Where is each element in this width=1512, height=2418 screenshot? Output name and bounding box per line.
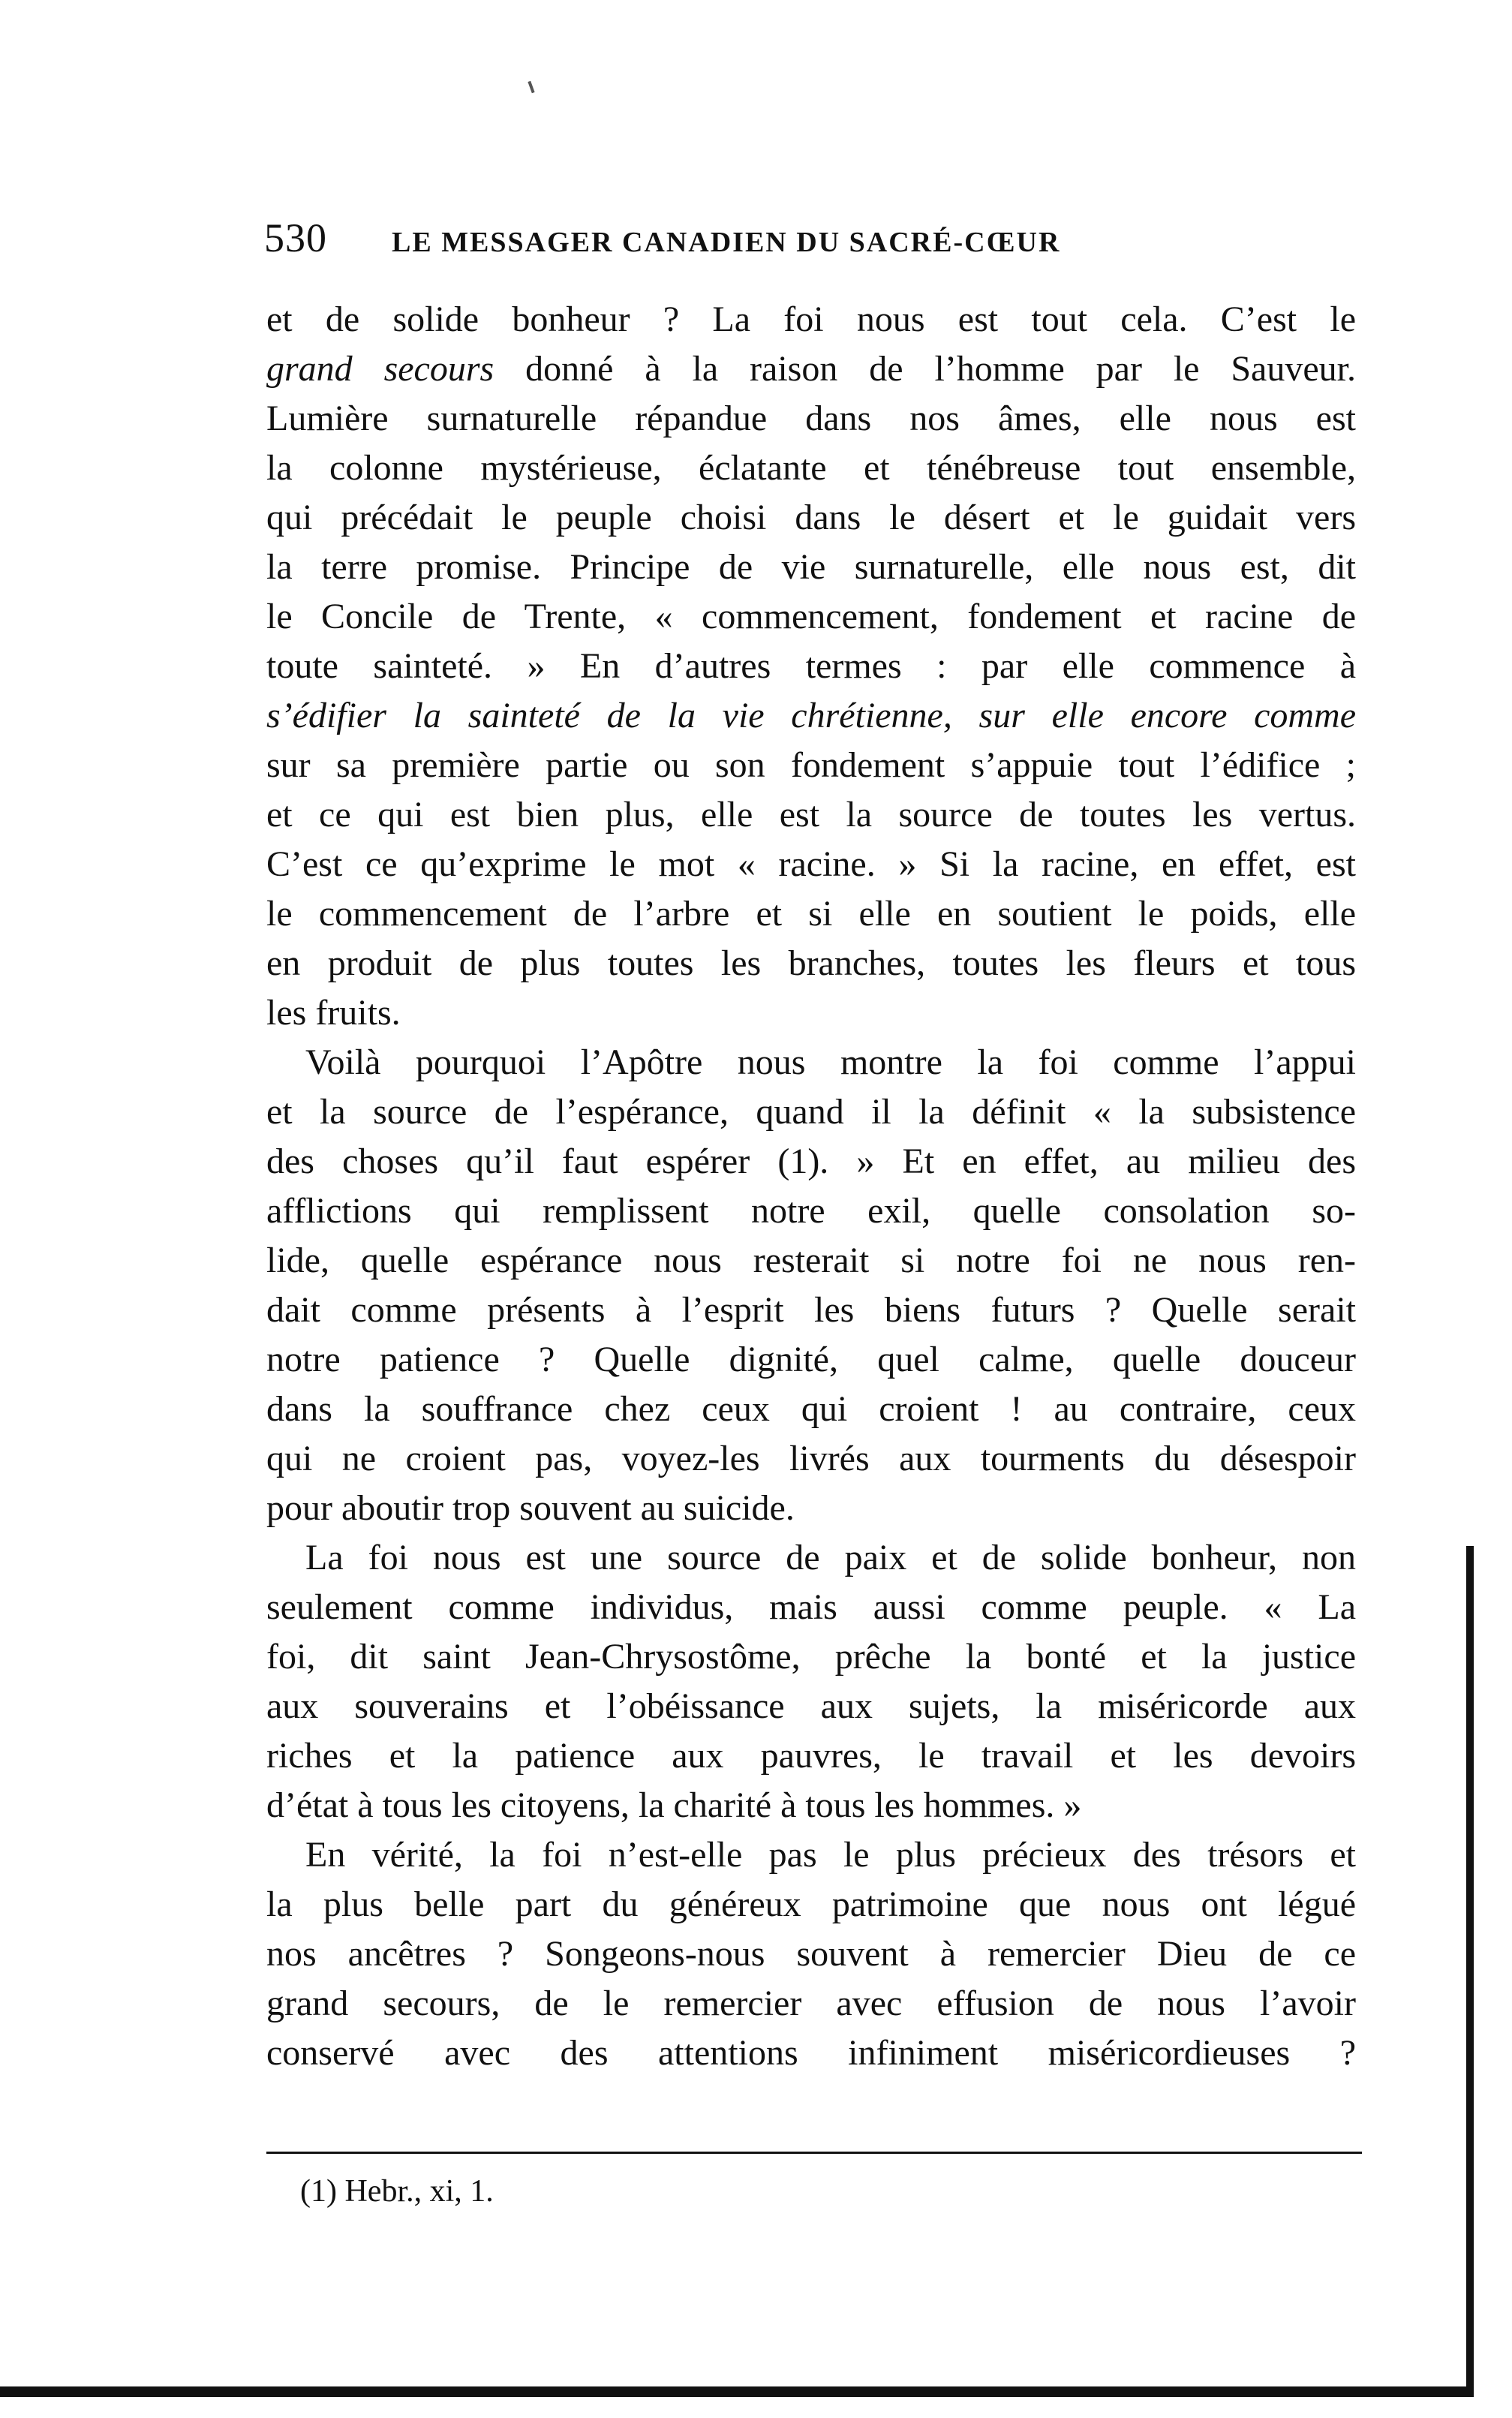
scan-border-bottom	[0, 2386, 1474, 2397]
text-line: En vérité, la foi n’est-elle pas le plus précieux des trésors et	[305, 1835, 1356, 1875]
text-line	[266, 691, 1356, 741]
scan-border-right	[1466, 1546, 1474, 2394]
text-line: nos ancêtres ? Songeons-nous souvent à remercier Dieu de ce	[266, 1934, 1356, 1974]
text-line: conservé avec des attentions infiniment miséricordieuses ?	[266, 2033, 1356, 2073]
text-line: afflictions qui remplissent notre exil, quelle consolation so-	[266, 1191, 1356, 1231]
text-line: la colonne mystérieuse, éclatante et ténébreuse tout ensemble,	[266, 448, 1356, 488]
text-line: riches et la patience aux pauvres, le travail et les devoirs	[266, 1736, 1356, 1776]
text-line: des choses qu’il faut espérer (1). » Et en effet, au milieu des	[266, 1141, 1356, 1181]
footnote: (1) Hebr., xi, 1.	[300, 2174, 494, 2209]
text-line: dans la souffrance chez ceux qui croient ! au contraire, ceux	[266, 1389, 1356, 1429]
text-line: le Concile de Trente, « commencement, fondement et racine de	[266, 597, 1356, 636]
text-line: et de solide bonheur ? La foi nous est tout cela. C’est le	[266, 299, 1356, 339]
footnote-divider	[266, 2152, 1362, 2154]
text-line: foi, dit saint Jean-Chrysostôme, prêche la bonté et la justice	[266, 1637, 1356, 1677]
text-line: en produit de plus toutes les branches, toutes les fleurs et tous	[266, 943, 1356, 983]
running-title: LE MESSAGER CANADIEN DU SACRÉ-CŒUR	[392, 227, 1061, 258]
scan-speck	[528, 81, 534, 93]
text-line: notre patience ? Quelle dignité, quel calme, quelle douceur	[266, 1340, 1356, 1379]
italic-phrase: grand secours	[266, 349, 494, 389]
text-line: les fruits.	[266, 993, 401, 1033]
text-line: La foi nous est une source de paix et de solide bonheur, non	[305, 1538, 1356, 1577]
text-line: seulement comme individus, mais aussi comme peuple. « La	[266, 1587, 1356, 1627]
text-line: toute sainteté. » En d’autres termes : par elle commence à	[266, 646, 1356, 686]
text-line: la plus belle part du généreux patrimoine que nous ont légué	[266, 1884, 1356, 1924]
italic-phrase: s’édifier la sainteté de la vie chrétienne, sur elle encore comme	[266, 696, 1356, 735]
text-line: grand secours, de le remercier avec effusion de nous l’avoir	[266, 1983, 1356, 2023]
text-line: pour aboutir trop souvent au suicide.	[266, 1488, 795, 1528]
page-number: 530	[264, 215, 327, 260]
body-text	[266, 295, 1356, 2078]
line-remainder: donné à la raison de l’homme par le Sauveur.	[494, 349, 1357, 389]
text-line: et ce qui est bien plus, elle est la source de toutes les vertus.	[266, 795, 1356, 835]
text-line: la terre promise. Principe de vie surnaturelle, elle nous est, dit	[266, 547, 1356, 587]
text-line: Lumière surnaturelle répandue dans nos âmes, elle nous est	[266, 398, 1356, 438]
text-line: Voilà pourquoi l’Apôtre nous montre la foi comme l’appui	[305, 1042, 1356, 1082]
text-line: sur sa première partie ou son fondement s’appuie tout l’édifice ;	[266, 745, 1356, 785]
running-header	[264, 215, 1367, 267]
text-line: aux souverains et l’obéissance aux sujets, la miséricorde aux	[266, 1686, 1356, 1726]
text-line: et la source de l’espérance, quand il la définit « la subsistence	[266, 1092, 1356, 1132]
text-line: d’état à tous les citoyens, la charité à tous les hommes. »	[266, 1785, 1082, 1825]
text-line: qui précédait le peuple choisi dans le désert et le guidait vers	[266, 498, 1356, 537]
text-line: dait comme présents à l’esprit les biens futurs ? Quelle serait	[266, 1290, 1356, 1330]
text-line: C’est ce qu’exprime le mot « racine. » Si la racine, en effet, est	[266, 844, 1356, 884]
text-line: lide, quelle espérance nous resterait si notre foi ne nous ren-	[266, 1241, 1356, 1280]
text-line: le commencement de l’arbre et si elle en soutient le poids, elle	[266, 894, 1356, 934]
text-line: qui ne croient pas, voyez-les livrés aux tourments du désespoir	[266, 1439, 1356, 1478]
text-line	[266, 344, 1356, 394]
